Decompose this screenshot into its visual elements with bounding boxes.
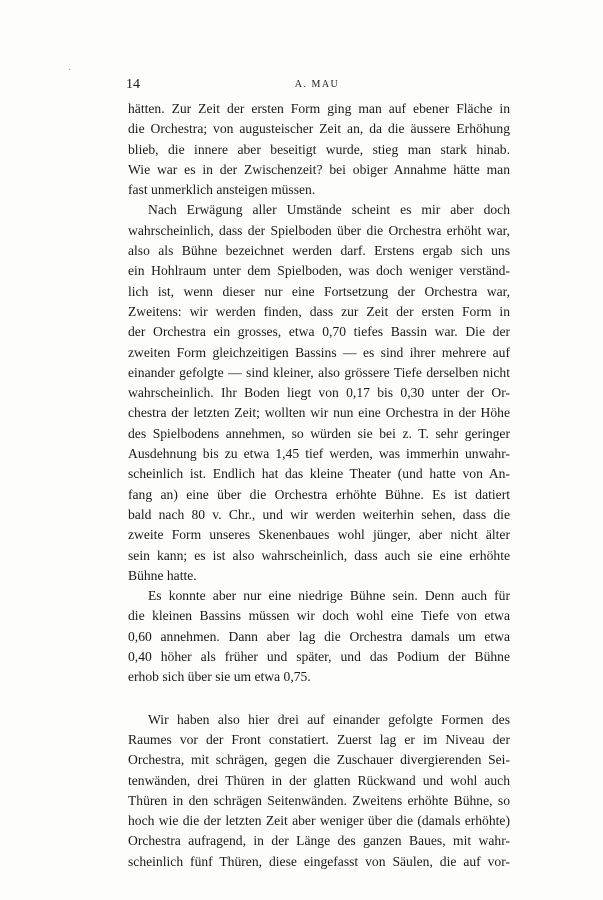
page-number: 14 [126,77,140,92]
running-head-author: A. MAU [294,79,340,90]
text-line: 0,60 annehmen. Dann aber lag die Orchestra damals um etwa [128,628,510,644]
text-line: wahrscheinlich, dass der Spielboden über die Orchestra erhöht war, [128,222,510,238]
text-line: erhob sich über sie um etwa 0,75. [128,669,311,685]
paragraph-1 [128,99,510,200]
text-line: Raumes vor der Front constatiert. Zuerst lag er im Niveau der [128,731,510,747]
text-line: sein kann; es ist also wahrscheinlich, dass auch sie eine erhöhte [128,547,510,563]
text-line: Bühne hatte. [128,567,197,583]
paragraph-4 [128,710,510,872]
text-line: Es konnte aber nur eine niedrige Bühne sein. Denn auch für [148,588,510,604]
paragraph-2 [128,200,510,586]
text-line: tenwänden, drei Thüren in der glatten Rückwand und wohl auch [128,772,510,788]
margin-mark: · [68,65,72,76]
text-line: scheinlich ist. Endlich hat das kleine Theater (und hatte von An- [128,466,510,482]
text-line: bald nach 80 v. Chr., und wir werden weiterhin sehen, dass die [128,506,510,522]
running-head [126,77,508,93]
text-line: die kleinen Bassins müssen wir doch wohl eine Tiefe von etwa [128,608,510,624]
text-line: Wie war es in der Zwischenzeit? bei obiger Annahme hätte man [128,161,510,177]
text-line: zweite Form unseres Skenenbaues wohl jünger, aber nicht älter [128,527,510,543]
text-line: lich ist, wenn dieser nur eine Fortsetzung der Orchestra war, [128,283,510,299]
text-line: also als Bühne bezeichnet werden darf. Erstens ergab sich uns [128,243,510,259]
text-line: hätten. Zur Zeit der ersten Form ging man auf ebener Fläche in [128,101,510,116]
text-line: wahrscheinlich. Ihr Boden liegt von 0,17 bis 0,30 unter der Or- [128,385,510,401]
text-line: die Orchestra; von augusteischer Zeit an, da die äussere Erhöhung [128,121,510,137]
text-line: fang an) eine über die Orchestra erhöhte Bühne. Es ist datiert [128,486,510,502]
text-line: chestra der letzten Zeit; wollten wir nun eine Orchestra in der Höhe [128,405,510,421]
text-line: der Orchestra ein grosses, etwa 0,70 tiefes Bassin war. Die der [128,324,510,340]
text-line: des Spielbodens annehmen, so würden sie bei z. T. sehr geringer [128,425,510,441]
text-line: ein Hohlraum unter dem Spielboden, was doch weniger verständ- [128,263,510,279]
body-text [128,99,510,872]
text-line: Wir haben also hier drei auf einander gefolgte Formen des [148,711,510,727]
text-line: zweiten Form gleichzeitigen Bassins — es sind ihrer mehrere auf [128,344,510,360]
text-line: hoch wie die der letzten Zeit aber weniger über die (damals erhöhte) [128,813,510,829]
text-line: fast unmerklich ansteigen müssen. [128,182,316,198]
text-line: Thüren in den schrägen Seitenwänden. Zweitens erhöhte Bühne, so [128,792,510,808]
text-line: Nach Erwägung aller Umstände scheint es mir aber doch [148,202,510,218]
text-line: Ausdehnung bis zu etwa 1,45 tief werden, was immerhin unwahr- [128,446,510,462]
text-line: Orchestra aufragend, in der Länge des ganzen Baues, mit wahr- [128,833,510,849]
text-line: Zweitens: wir werden finden, dass zur Zeit der ersten Form in [128,303,510,319]
text-line: Orchestra, mit schrägen, gegen die Zuschauer divergierenden Sei- [128,752,510,768]
text-line: scheinlich fünf Thüren, diese eingefasst von Säulen, die auf vor- [128,853,510,869]
paragraph-3 [128,586,510,687]
text-line: blieb, die innere aber beseitigt wurde, stieg man stark hinab. [128,141,510,157]
text-line: 0,40 höher als früher und später, und das Podium der Bühne [128,649,510,665]
text-line: einander gefolgte — sind kleiner, also grössere Tiefe derselben nicht [128,364,510,380]
